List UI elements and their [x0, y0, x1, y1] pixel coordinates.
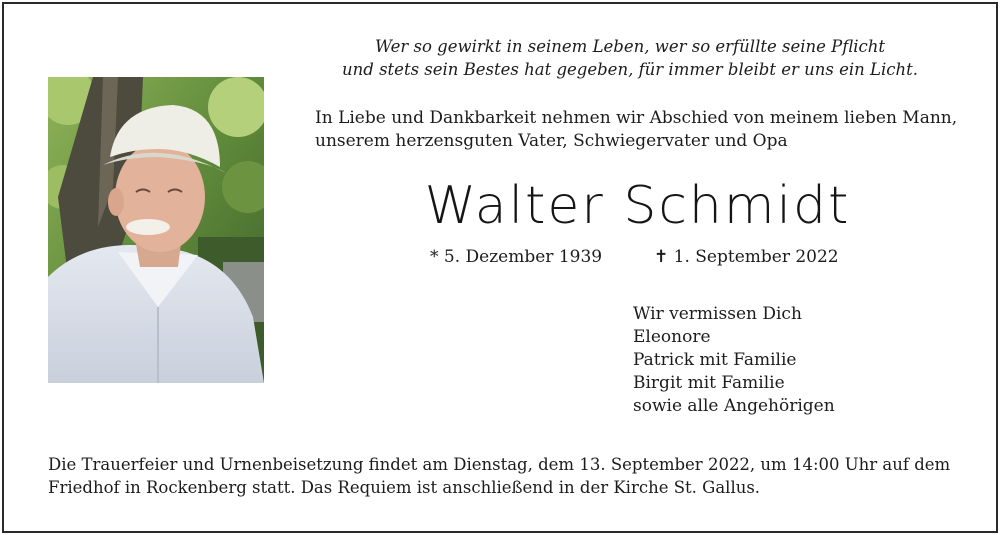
intro-line-1: In Liebe und Dankbarkeit nehmen wir Abschied von meinem lieben Mann, [315, 108, 958, 128]
mourner-line: Eleonore [633, 327, 711, 347]
mourner-line: sowie alle Angehörigen [633, 396, 835, 416]
funeral-details-line-1: Die Trauerfeier und Urnenbeisetzung findet am Dienstag, dem 13. September 2022, um 14:00 Uhr auf dem [48, 455, 951, 474]
deceased-name: Walter Schmidt [424, 176, 851, 236]
portrait-photo [48, 77, 264, 383]
mourners-list [633, 303, 835, 418]
poem [300, 35, 960, 81]
intro-text [315, 107, 957, 153]
portrait-illustration [48, 77, 264, 383]
death-date: ✝ 1. September 2022 [654, 247, 839, 267]
mourner-line: Patrick mit Familie [633, 350, 797, 370]
poem-line-2: und stets sein Bestes hat gegeben, für immer bleibt er uns ein Licht. [342, 60, 918, 79]
birth-date: * 5. Dezember 1939 [430, 247, 603, 267]
mourner-line: Wir vermissen Dich [633, 304, 802, 324]
poem-line-1: Wer so gewirkt in seinem Leben, wer so erfüllte seine Pflicht [374, 37, 886, 56]
funeral-details [48, 453, 958, 499]
intro-line-2: unserem herzensguten Vater, Schwiegervater und Opa [315, 131, 788, 151]
mourner-line: Birgit mit Familie [633, 373, 785, 393]
funeral-details-line-2: Friedhof in Rockenberg statt. Das Requiem ist anschließend in der Kirche St. Gallus. [48, 478, 761, 497]
